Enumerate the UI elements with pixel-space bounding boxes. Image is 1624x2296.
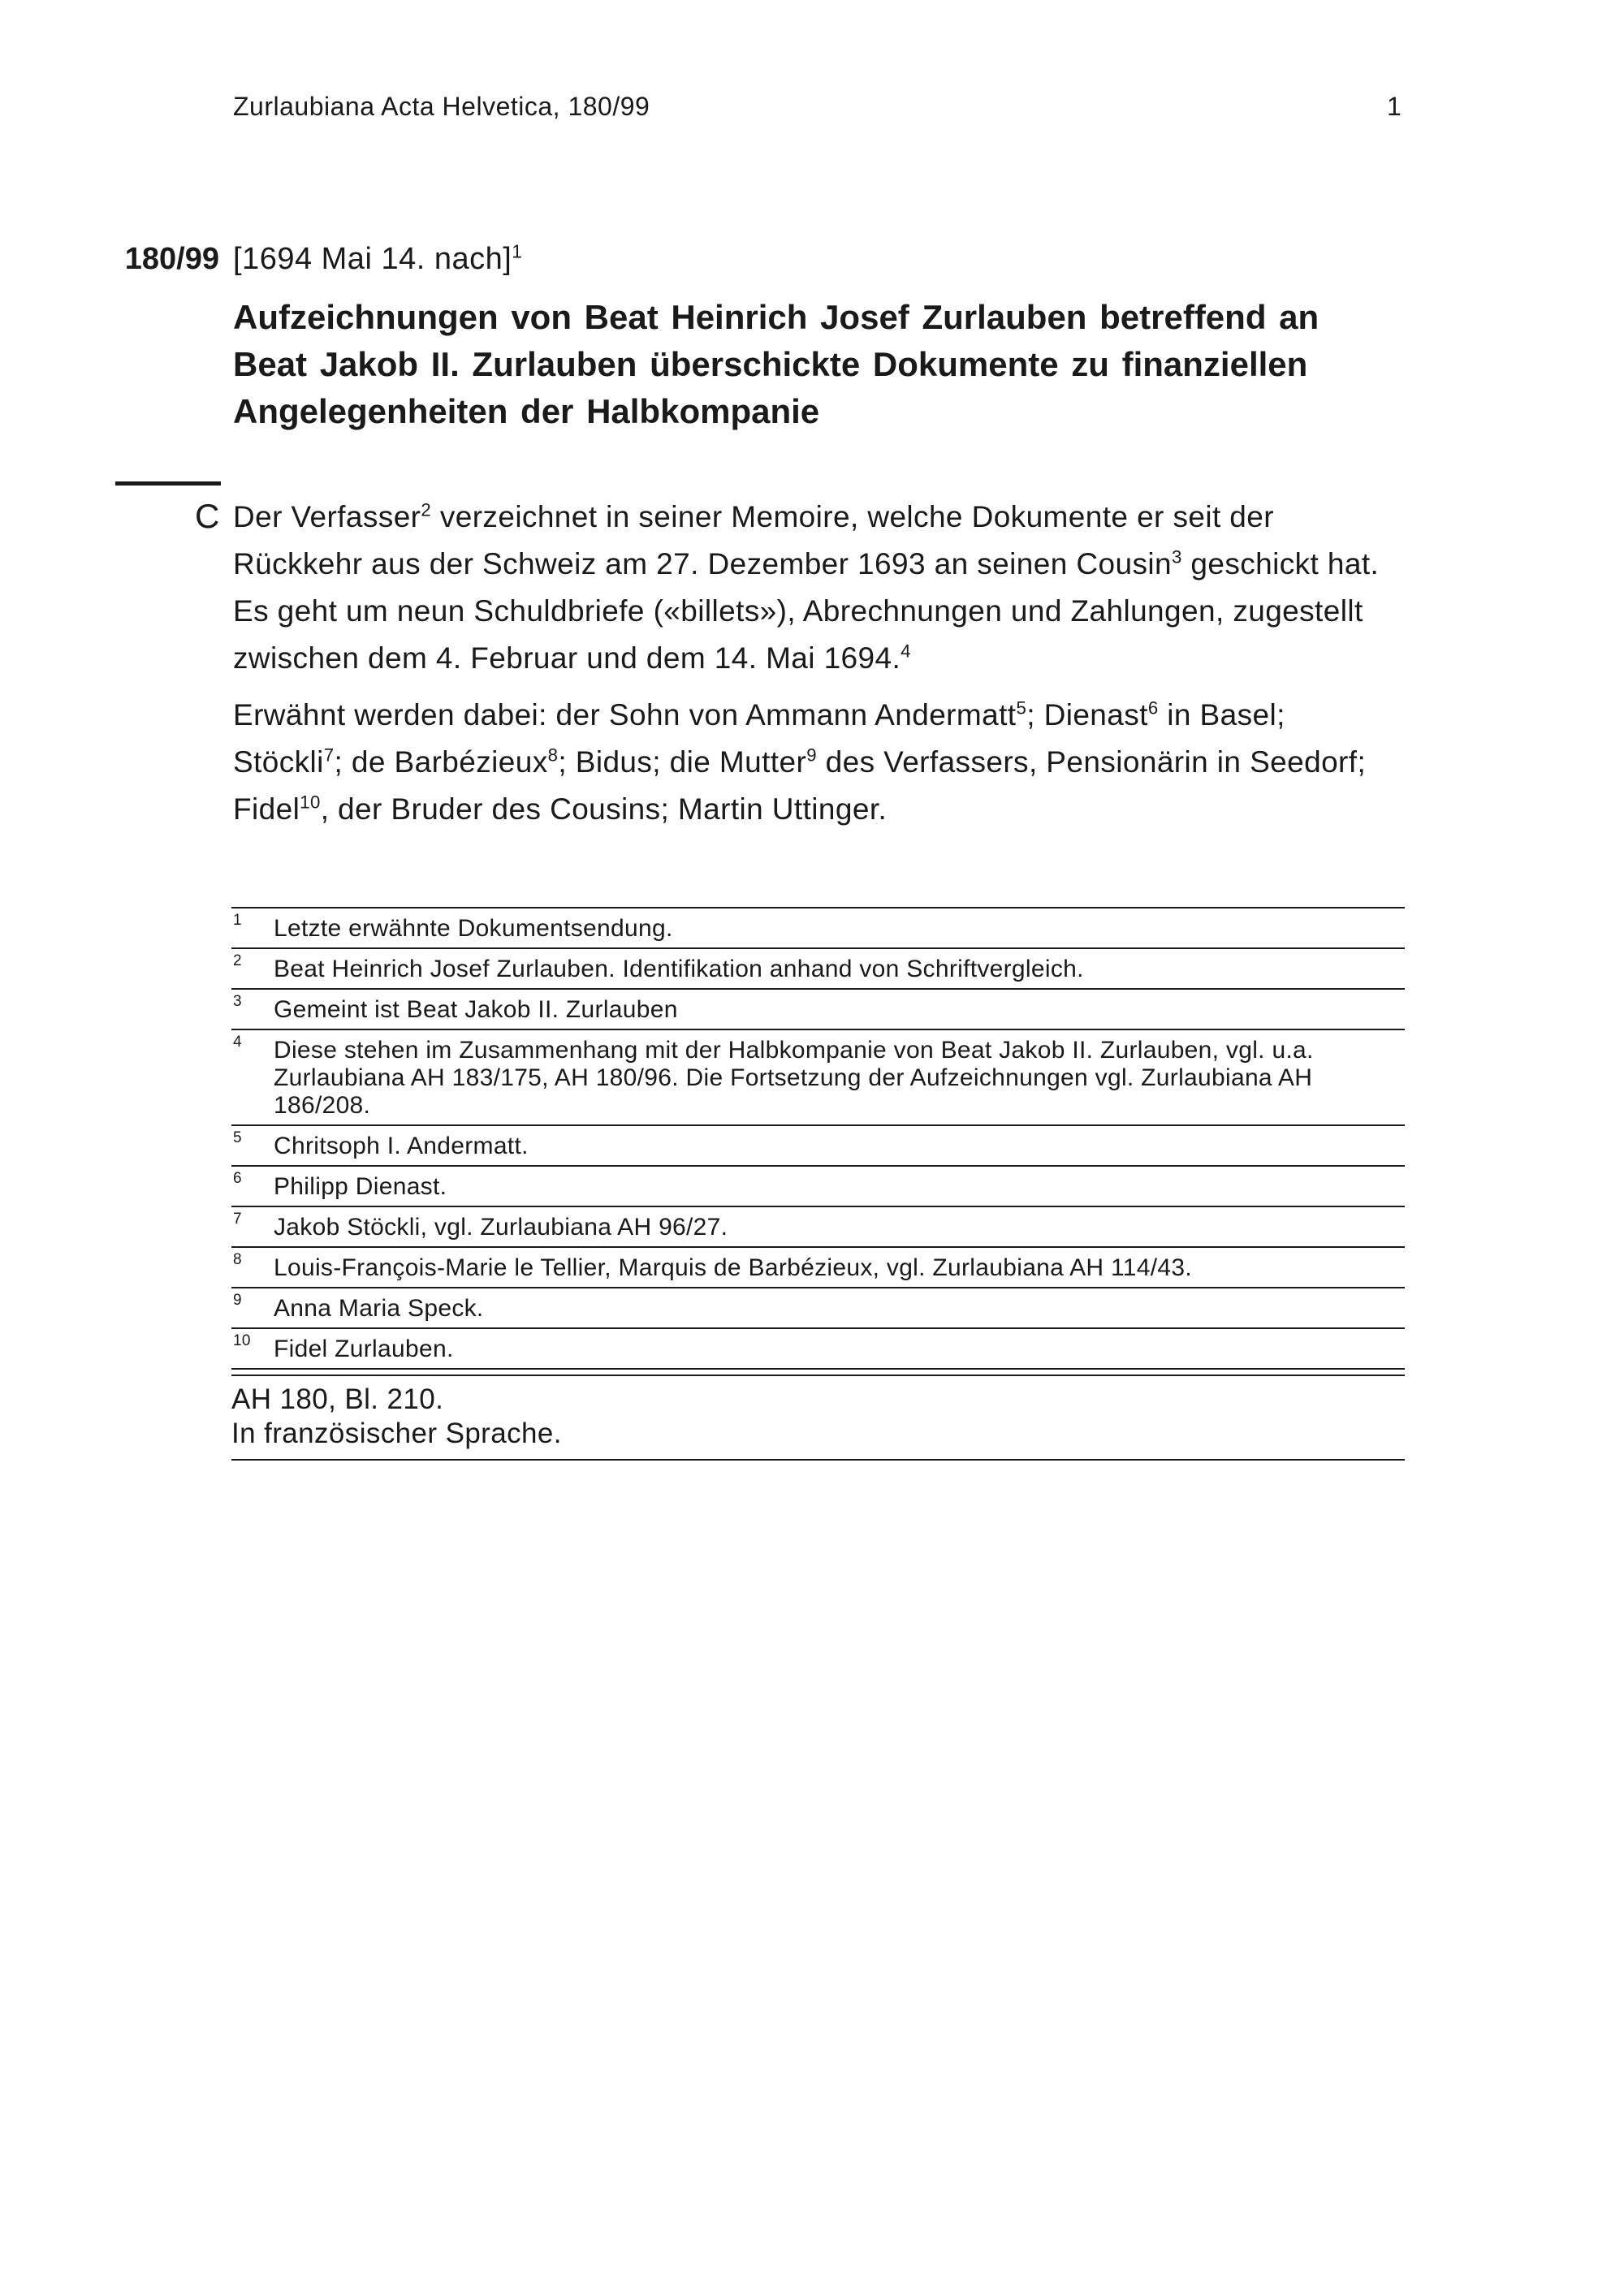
document-date bbox=[233, 242, 522, 277]
document-number: 180/99 bbox=[124, 242, 219, 276]
footnote-ref[interactable]: 1 bbox=[512, 240, 523, 262]
footnote-number: 3 bbox=[233, 993, 242, 1010]
text-segment: ; Bidus; die Mutter bbox=[558, 745, 807, 779]
text-segment: ; Dienast bbox=[1026, 698, 1148, 732]
footnote-ref[interactable]: 7 bbox=[323, 744, 335, 766]
footnote-text: Beat Heinrich Josef Zurlauben. Identifikation anhand von Schriftvergleich. bbox=[274, 956, 1084, 982]
footnote-number: 6 bbox=[233, 1170, 242, 1187]
footnote-ref[interactable]: 4 bbox=[901, 641, 911, 662]
text-segment: Der Verfasser bbox=[233, 500, 421, 533]
footnote bbox=[231, 1126, 1405, 1167]
footnote bbox=[231, 1288, 1405, 1329]
source-block bbox=[231, 1375, 1405, 1461]
text-segment: geschickt hat. Es geht um neun Schuldbriefe («billets»), Abrechnungen und Zahlungen, zugestellt zwischen dem 4. Februar und dem 14. Mai 1694. bbox=[233, 547, 1380, 675]
summary-paragraph bbox=[233, 494, 1394, 682]
source-language: In französischer Sprache. bbox=[231, 1418, 562, 1449]
text-segment: Erwähnt werden dabei: der Sohn von Ammann Andermatt bbox=[233, 698, 1017, 732]
source-reference: AH 180, Bl. 210. bbox=[231, 1383, 444, 1415]
footnote-number: 8 bbox=[233, 1251, 242, 1268]
margin-marker: C bbox=[195, 497, 220, 535]
text-segment: in Basel; Stöckli bbox=[233, 698, 1285, 779]
footnote bbox=[231, 908, 1405, 949]
footnote-text: Louis-François-Marie le Tellier, Marquis de Barbézieux, vgl. Zurlaubiana AH 114/43. bbox=[274, 1254, 1193, 1281]
footnotes-block bbox=[231, 907, 1405, 1370]
footnote-text: Chritsoph I. Andermatt. bbox=[274, 1133, 529, 1159]
footnote-ref[interactable]: 9 bbox=[806, 744, 817, 766]
footnote bbox=[231, 1207, 1405, 1248]
page-number: 1 bbox=[1387, 92, 1402, 121]
footnote-number: 2 bbox=[233, 952, 242, 969]
footnote-ref[interactable]: 8 bbox=[547, 744, 559, 766]
text-segment: , der Bruder des Cousins; Martin Uttinger. bbox=[320, 792, 888, 826]
footnote bbox=[231, 1329, 1405, 1370]
footnote-text: Gemeint ist Beat Jakob II. Zurlauben bbox=[274, 996, 678, 1023]
running-title: Zurlaubiana Acta Helvetica, 180/99 bbox=[233, 92, 650, 121]
footnote bbox=[231, 1167, 1405, 1207]
footnote bbox=[231, 1248, 1405, 1288]
document-title: Aufzeichnungen von Beat Heinrich Josef Zurlauben betreffend an Beat Jakob II. Zurlauben überschickte Dokumente zu finanziellen Angelegenheiten der Halbkompanie bbox=[233, 298, 1320, 430]
footnote-text: Letzte erwähnte Dokumentsendung. bbox=[274, 915, 673, 942]
footnote-text: Fidel Zurlauben. bbox=[274, 1336, 454, 1362]
footnote-ref[interactable]: 5 bbox=[1016, 697, 1027, 719]
footnote bbox=[231, 1030, 1405, 1126]
footnote-ref[interactable]: 10 bbox=[300, 792, 321, 813]
footnote-ref[interactable]: 3 bbox=[1171, 546, 1182, 568]
text-segment: des Verfassers, Pensionärin in Seedorf; Fidel bbox=[233, 745, 1367, 826]
footnote-text: Jakob Stöckli, vgl. Zurlaubiana AH 96/27. bbox=[274, 1214, 728, 1241]
footnote-ref[interactable]: 6 bbox=[1147, 697, 1159, 719]
margin-rule bbox=[115, 481, 221, 486]
footnote bbox=[231, 949, 1405, 990]
footnote-number: 10 bbox=[233, 1332, 251, 1349]
footnote bbox=[231, 990, 1405, 1030]
footnote-ref[interactable]: 2 bbox=[421, 499, 432, 520]
footnote-number: 7 bbox=[233, 1211, 242, 1228]
footnote-number: 5 bbox=[233, 1129, 242, 1146]
document-date-text: [1694 Mai 14. nach] bbox=[233, 242, 512, 276]
mentions-paragraph bbox=[233, 692, 1394, 833]
footnote-text: Philipp Dienast. bbox=[274, 1173, 447, 1200]
footnote-text: Diese stehen im Zusammenhang mit der Halbkompanie von Beat Jakob II. Zurlauben, vgl. u.a. Zurlaubiana AH 183/175, AH 180/96. Die Fortsetzung der Aufzeichnungen vgl. Zurlaubiana AH 186/208. bbox=[274, 1037, 1314, 1119]
footnote-text: Anna Maria Speck. bbox=[274, 1295, 484, 1322]
footnote-number: 4 bbox=[233, 1034, 242, 1051]
text-segment: verzeichnet in seiner Memoire, welche Dokumente er seit der Rückkehr aus der Schweiz am 27. Dezember 1693 an seinen Cousin bbox=[233, 500, 1274, 580]
footnote-number: 1 bbox=[233, 912, 242, 929]
text-segment: ; de Barbézieux bbox=[334, 745, 548, 779]
footnote-number: 9 bbox=[233, 1292, 242, 1309]
